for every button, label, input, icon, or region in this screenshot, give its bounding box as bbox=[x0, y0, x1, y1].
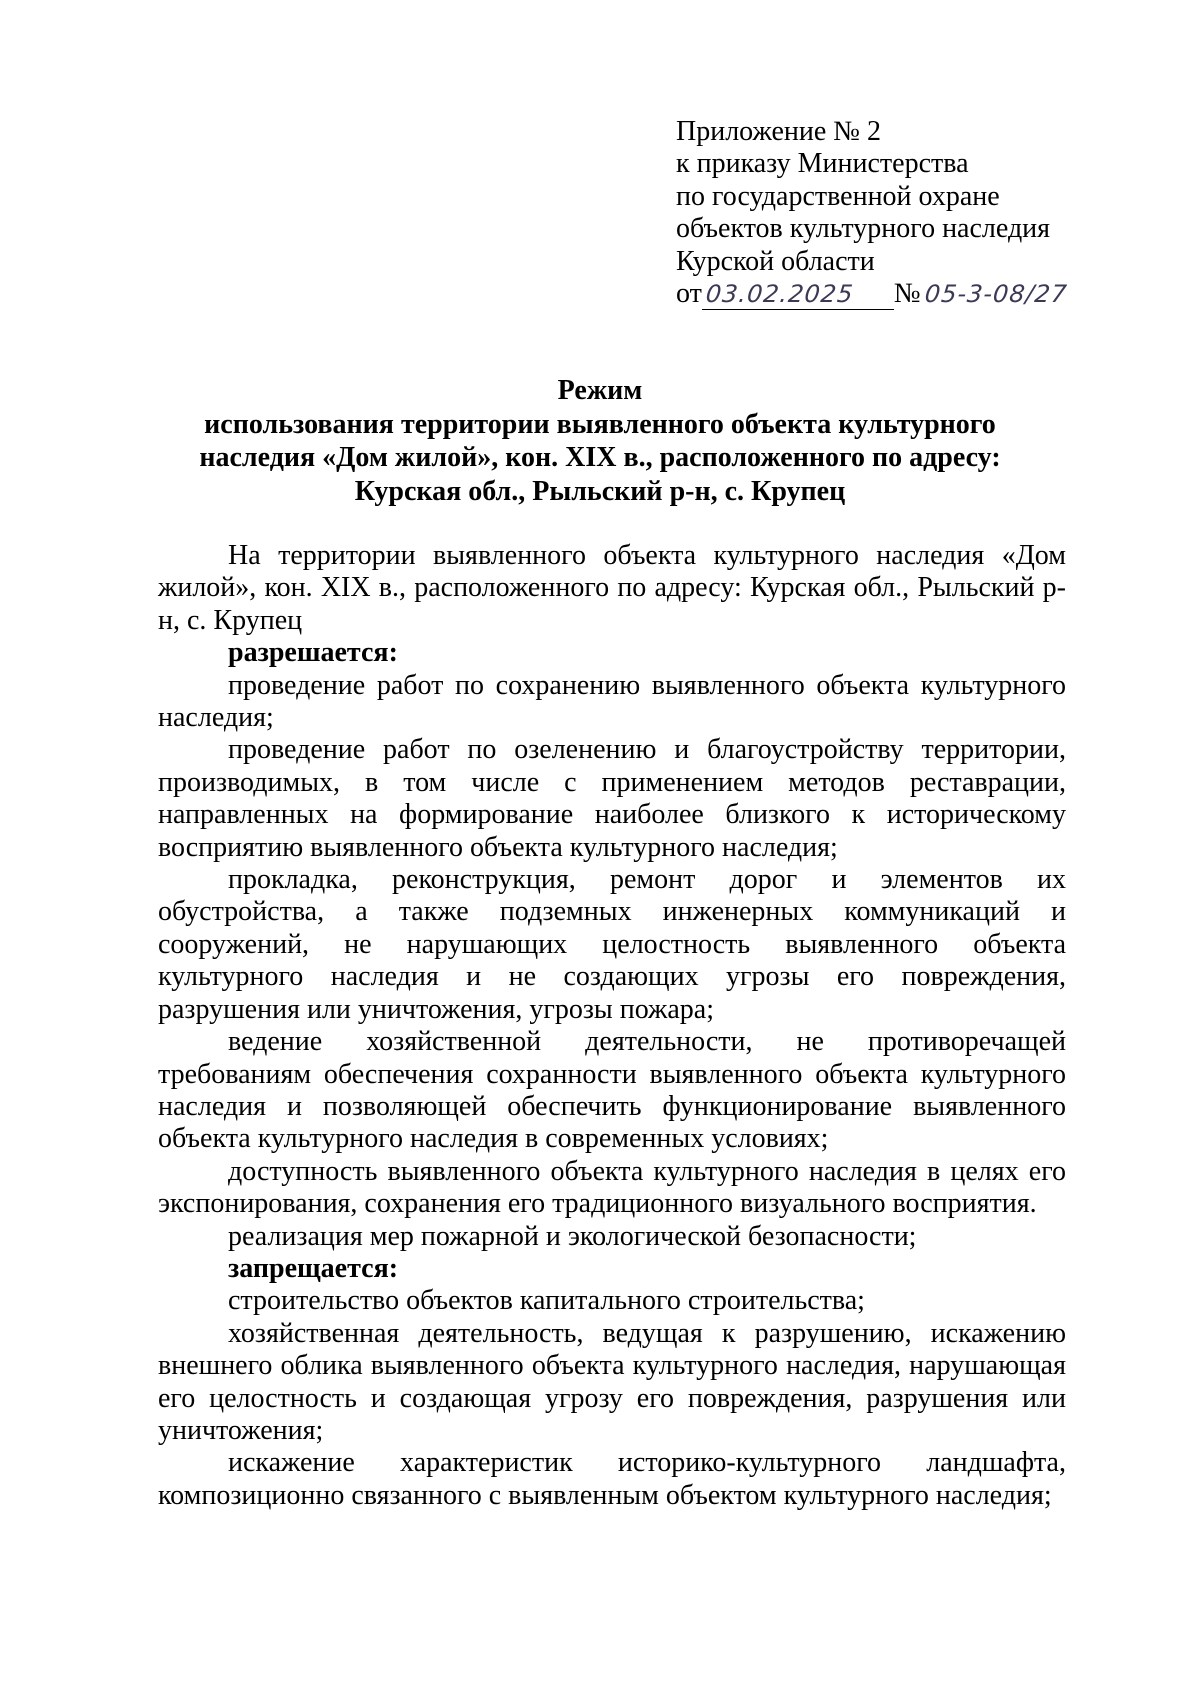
title-line: Курская обл., Рыльский р-н, с. Крупец bbox=[354, 475, 846, 507]
title-line: Режим bbox=[557, 375, 643, 406]
handwritten-date: 03.02.2025 bbox=[704, 280, 855, 309]
appendix-line: Курской области bbox=[676, 245, 875, 277]
forbidden-item: искажение характеристик историко-культурного ландшафта, композиционно связанного с выявленным объектом культурного наследия; bbox=[158, 1447, 1066, 1511]
allowed-item: прокладка, реконструкция, ремонт дорог и элементов их обустройства, а также подземных инженерных коммуникаций и сооружений, не нарушающих целостность выявленного объекта культурного наследия и не создающих угрозы его повреждения, разрушения или уничтожения, угрозы пожара; bbox=[158, 864, 1066, 1025]
appendix-line: объектов культурного наследия bbox=[676, 213, 1051, 245]
appendix-block bbox=[676, 116, 1156, 312]
from-label: от bbox=[676, 278, 702, 310]
allowed-item: реализация мер пожарной и экологической безопасности; bbox=[228, 1220, 917, 1252]
appendix-line: по государственной охране bbox=[676, 180, 1000, 212]
date-slot bbox=[702, 278, 894, 310]
forbidden-item: хозяйственная деятельность, ведущая к разрушению, искажению внешнего облика выявленного объекта культурного наследия, нарушающая его целостность и создающая угрозу его повреждения, разрушения или уничтожения; bbox=[158, 1317, 1066, 1446]
order-date-number-line bbox=[676, 278, 1156, 312]
allowed-heading: разрешается: bbox=[228, 637, 398, 669]
allowed-item: проведение работ по озеленению и благоустройству территории, производимых, в том числе с применением методов реставрации, направленных на формирование наиболее близкого к историческому восприятию выявленного объекта культурного наследия; bbox=[158, 734, 1066, 863]
document-title bbox=[130, 374, 1070, 508]
forbidden-item: строительство объектов капитального строительства; bbox=[228, 1285, 865, 1317]
title-line: наследия «Дом жилой», кон. XIX в., расположенного по адресу: bbox=[199, 442, 1001, 473]
document-body bbox=[158, 540, 1066, 1512]
intro-paragraph: На территории выявленного объекта культурного наследия «Дом жилой», кон. XIX в., расположенного по адресу: Курская обл., Рыльский р-н, с. Крупец bbox=[158, 540, 1066, 636]
number-label: № bbox=[893, 278, 921, 310]
allowed-item: проведение работ по сохранению выявленного объекта культурного наследия; bbox=[158, 669, 1066, 734]
number-slot bbox=[921, 278, 1069, 310]
handwritten-number: 05-3-08/27 bbox=[923, 280, 1069, 309]
title-line: использования территории выявленного объекта культурного bbox=[204, 408, 996, 440]
appendix-line: Приложение № 2 bbox=[676, 116, 881, 147]
appendix-line: к приказу Министерства bbox=[676, 148, 969, 180]
allowed-item: доступность выявленного объекта культурного наследия в целях его экспонирования, сохранения его традиционного визуального восприятия. bbox=[158, 1155, 1066, 1220]
allowed-item: ведение хозяйственной деятельности, не противоречащей требованиям обеспечения сохранности выявленного объекта культурного наследия и позволяющей обеспечить функционирование выявленного объекта культурного наследия в современных условиях; bbox=[158, 1026, 1066, 1155]
forbidden-heading: запрещается: bbox=[228, 1252, 399, 1284]
